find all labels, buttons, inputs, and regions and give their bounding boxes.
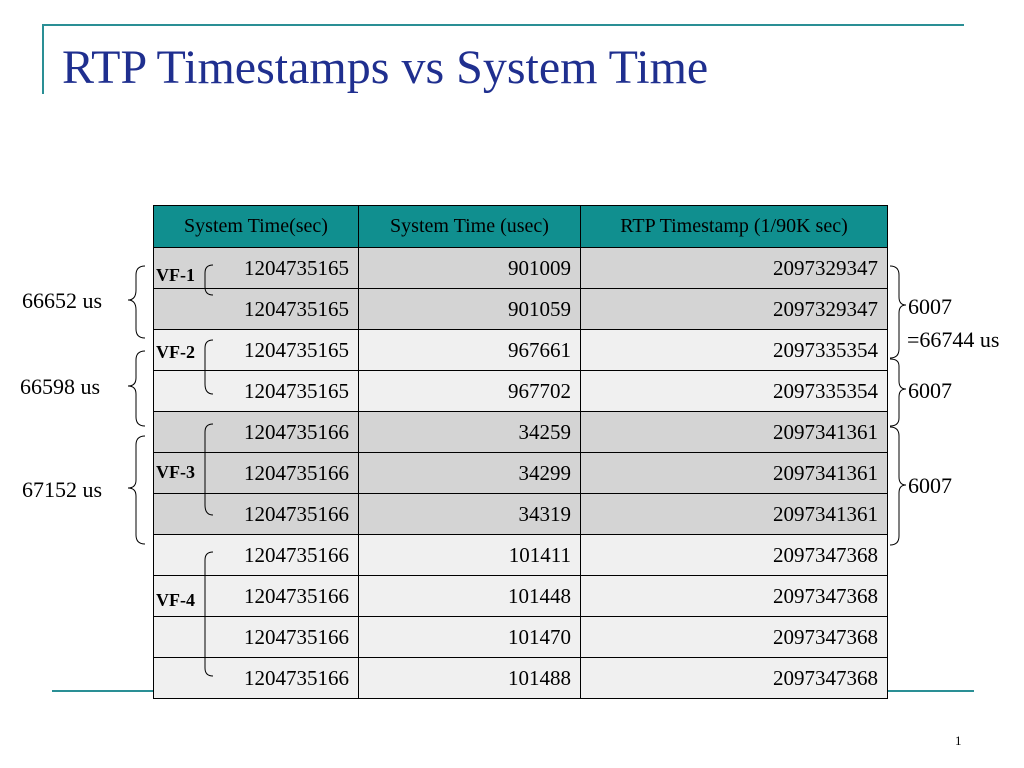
cell-sec: 1204735166 [154, 494, 359, 535]
table-row [154, 658, 888, 699]
cell-usec: 967702 [359, 371, 581, 412]
left-rule [42, 24, 44, 94]
cell-usec: 101448 [359, 576, 581, 617]
vf4-label: VF-4 [156, 590, 195, 610]
cell-sec: 1204735165 [154, 330, 359, 371]
cell-rtp: 2097335354 [581, 330, 888, 371]
table-row [154, 289, 888, 330]
rtp-delta-label-2: 6007 [908, 378, 952, 403]
rtp-delta-label-1: 6007 [908, 294, 952, 319]
cell-sec: 1204735166 [154, 617, 359, 658]
cell-rtp: 2097341361 [581, 453, 888, 494]
cell-rtp: 2097341361 [581, 412, 888, 453]
table-row [154, 330, 888, 371]
table-row [154, 371, 888, 412]
cell-usec: 34299 [359, 453, 581, 494]
header-rtp-timestamp: RTP Timestamp (1/90K sec) [581, 206, 888, 248]
cell-usec: 34319 [359, 494, 581, 535]
top-rule [42, 24, 964, 26]
cell-rtp: 2097347368 [581, 535, 888, 576]
right-brace-vf3 [890, 427, 906, 545]
header-system-time-usec: System Time (usec) [359, 206, 581, 248]
table-row [154, 535, 888, 576]
cell-sec: 1204735165 [154, 289, 359, 330]
page-number: 1 [955, 733, 962, 748]
cell-rtp: 2097347368 [581, 658, 888, 699]
table-header-row [154, 206, 888, 248]
cell-rtp: 2097341361 [581, 494, 888, 535]
cell-rtp: 2097335354 [581, 371, 888, 412]
table-row [154, 248, 888, 289]
cell-usec: 901059 [359, 289, 581, 330]
interval-label-1: 66652 us [22, 288, 103, 313]
cell-usec: 901009 [359, 248, 581, 289]
cell-sec: 1204735166 [154, 453, 359, 494]
left-brace-66652 [128, 266, 145, 338]
right-brace-vf2 [890, 359, 906, 426]
timestamp-table [153, 205, 888, 699]
left-brace-66598 [128, 351, 145, 426]
rtp-delta-label-3: 6007 [908, 473, 952, 498]
vf1-label: VF-1 [156, 265, 195, 285]
cell-sec: 1204735165 [154, 371, 359, 412]
slide-title: RTP Timestamps vs System Time [62, 41, 709, 94]
table-row [154, 494, 888, 535]
cell-usec: 101470 [359, 617, 581, 658]
table-row [154, 576, 888, 617]
right-brace-vf1 [890, 266, 906, 358]
cell-usec: 101411 [359, 535, 581, 576]
table-row [154, 617, 888, 658]
cell-usec: 101488 [359, 658, 581, 699]
cell-sec: 1204735166 [154, 658, 359, 699]
interval-label-2: 66598 us [20, 374, 101, 399]
cell-rtp: 2097347368 [581, 576, 888, 617]
cell-sec: 1204735166 [154, 412, 359, 453]
interval-label-3: 67152 us [22, 477, 103, 502]
left-brace-67152 [128, 436, 145, 544]
rtp-delta-us-label: =66744 us [907, 327, 1000, 352]
vf3-label: VF-3 [156, 462, 195, 482]
cell-usec: 34259 [359, 412, 581, 453]
vf2-label: VF-2 [156, 342, 195, 362]
cell-rtp: 2097329347 [581, 248, 888, 289]
cell-rtp: 2097347368 [581, 617, 888, 658]
cell-usec: 967661 [359, 330, 581, 371]
table-row [154, 412, 888, 453]
cell-sec: 1204735165 [154, 248, 359, 289]
cell-sec: 1204735166 [154, 535, 359, 576]
cell-sec: 1204735166 [154, 576, 359, 617]
header-system-time-sec: System Time(sec) [154, 206, 359, 248]
table-row [154, 453, 888, 494]
cell-rtp: 2097329347 [581, 289, 888, 330]
